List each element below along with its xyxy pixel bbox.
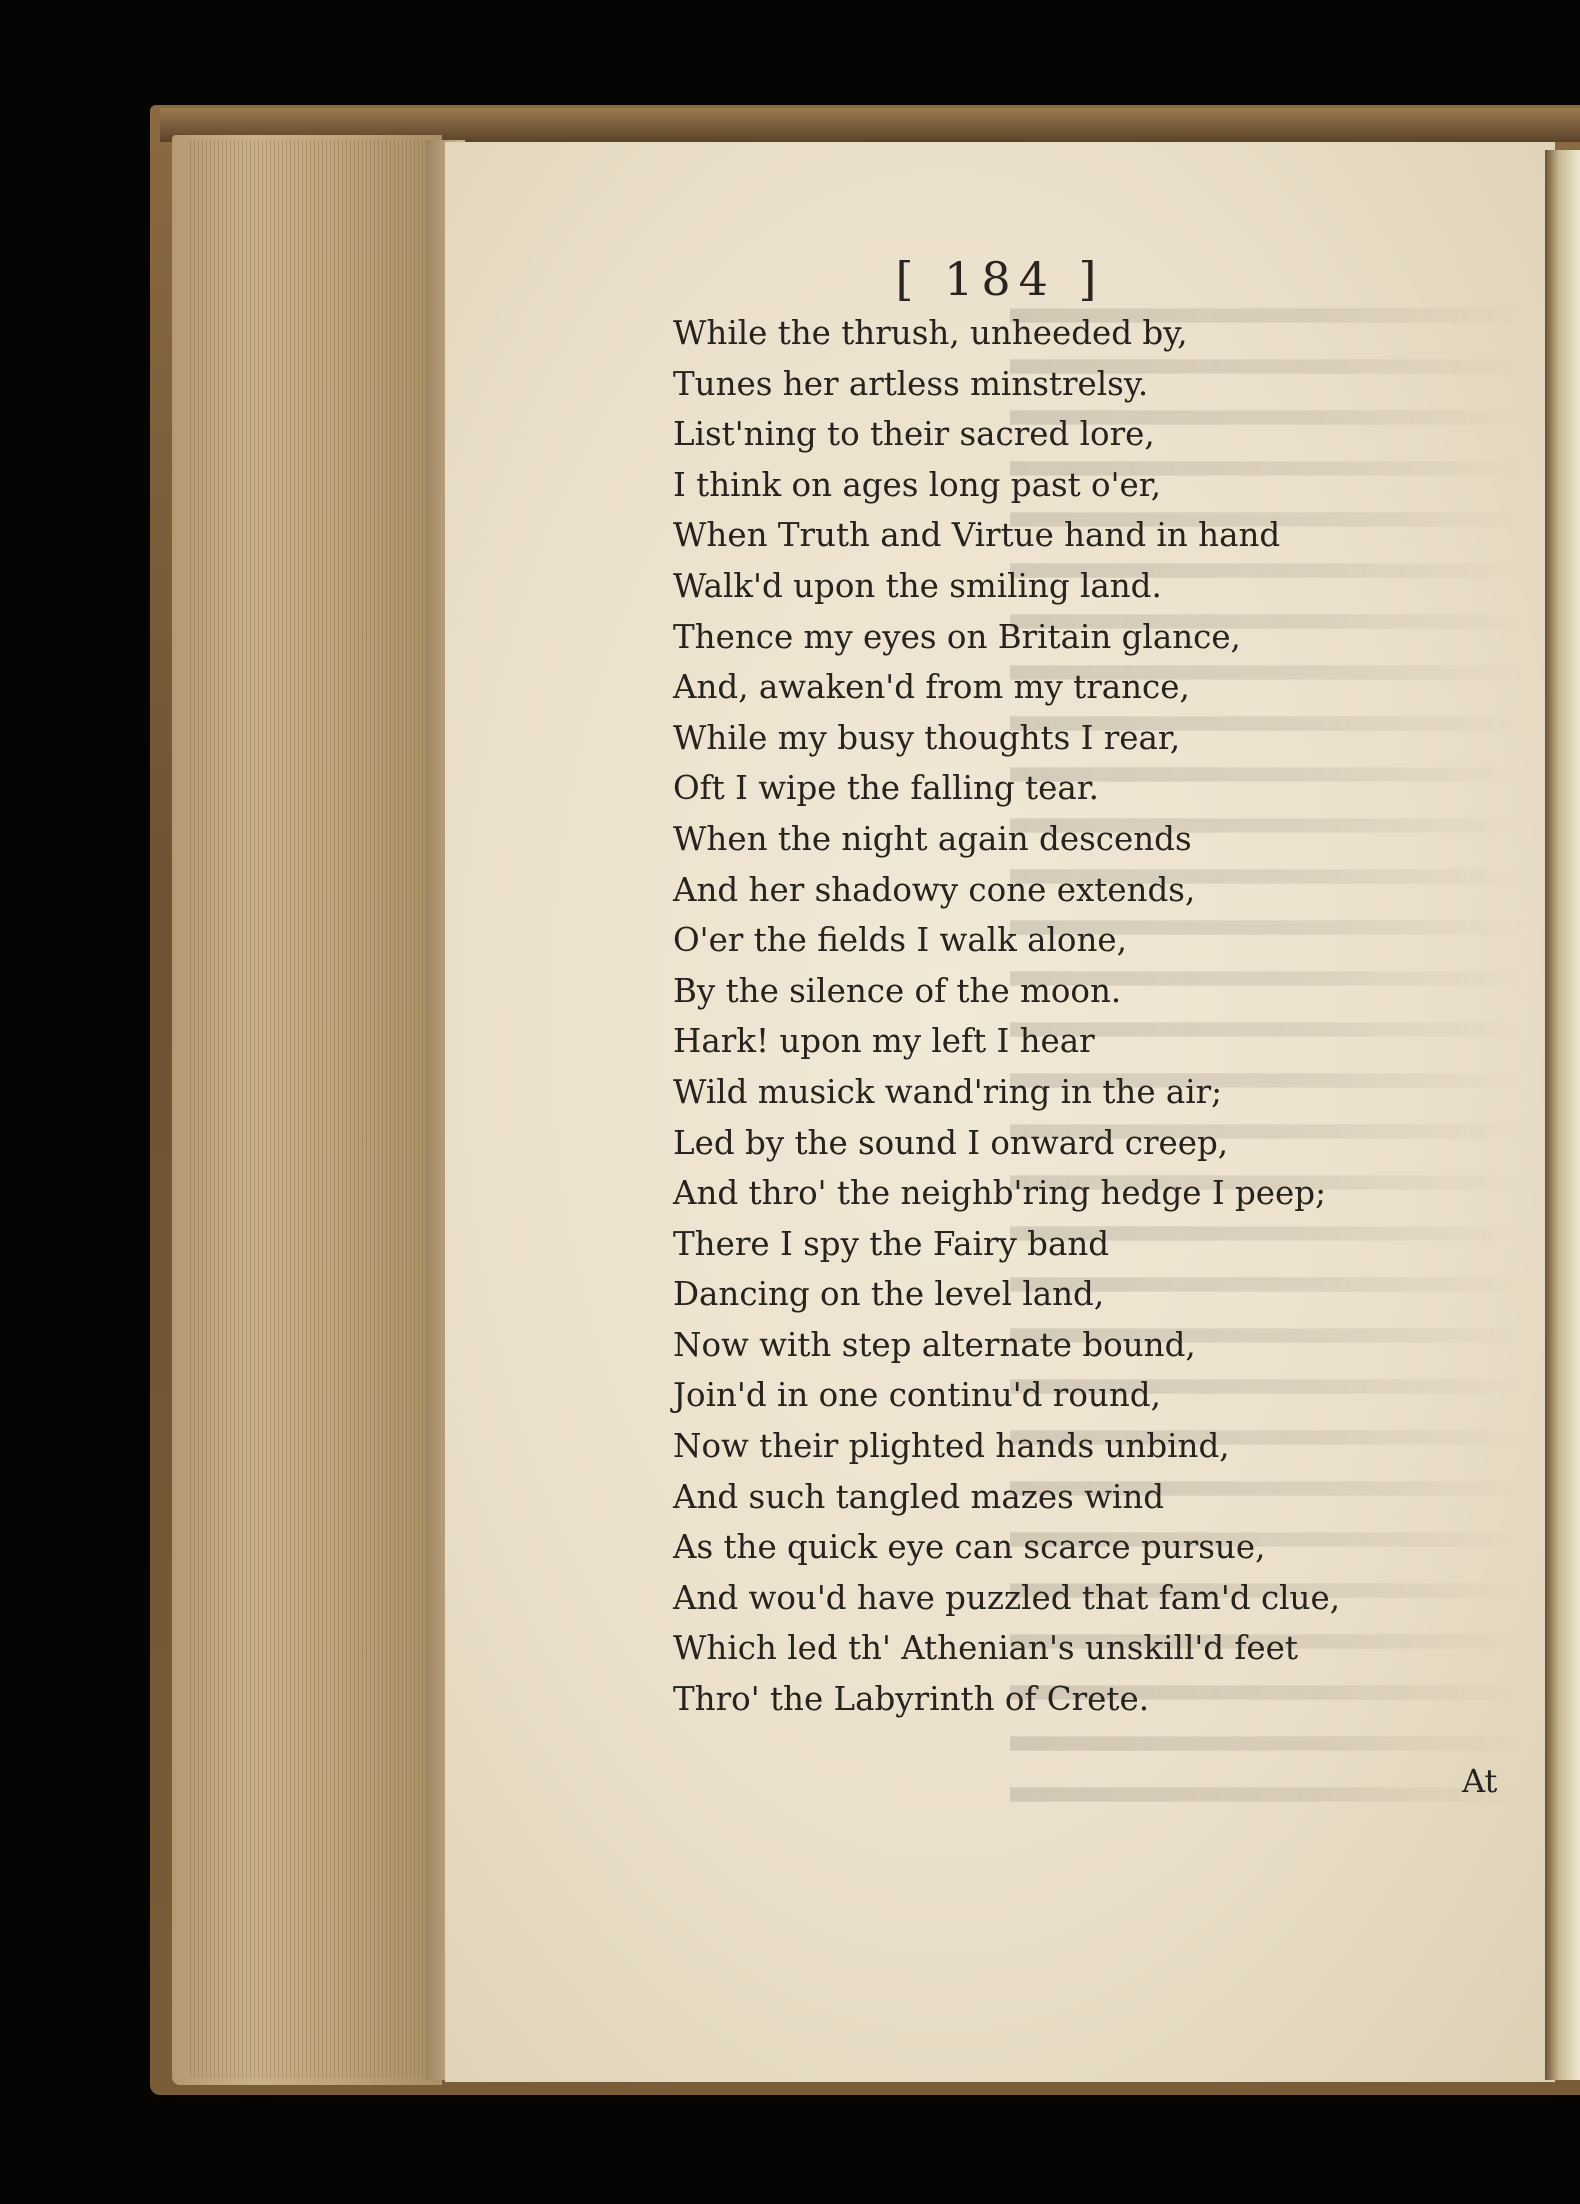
poem-line: While the thrush, unheeded by,	[673, 314, 1188, 352]
poem-line: As the quick eye can scarce pursue,	[673, 1528, 1266, 1567]
poem-line: Hark! upon my left I hear	[673, 1022, 1095, 1061]
poem-line: There I spy the Fairy band	[673, 1224, 1110, 1263]
poem-line: And her shadowy cone extends,	[673, 870, 1196, 909]
poem-line: Now with step alternate bound,	[673, 1325, 1196, 1364]
poem-line: Oft I wipe the falling tear.	[673, 769, 1099, 808]
poem-line: O'er the fields I walk alone,	[673, 921, 1127, 960]
poem-line: List'ning to their sacred lore,	[673, 415, 1155, 454]
poem-line: And, awaken'd from my trance,	[673, 668, 1190, 707]
page-number: [ 184 ]	[895, 252, 1105, 306]
poem-line: When the night again descends	[673, 819, 1192, 858]
poem-text	[673, 308, 1533, 1725]
poem-line: And such tangled mazes wind	[673, 1477, 1165, 1516]
poem-line: Thence my eyes on Britain glance,	[673, 617, 1241, 656]
poem-line: By the silence of the moon.	[673, 971, 1122, 1010]
poem-line: And thro' the neighb'ring hedge I peep;	[673, 1174, 1327, 1213]
page-right-edge	[1545, 150, 1580, 2080]
poem-line: When Truth and Virtue hand in hand	[673, 516, 1281, 555]
poem-line: And wou'd have puzzled that fam'd clue,	[673, 1578, 1341, 1617]
poem-line: Wild musick wand'ring in the air;	[673, 1072, 1223, 1111]
poem-line: Dancing on the level land,	[673, 1275, 1105, 1314]
poem-line: While my busy thoughts I rear,	[673, 718, 1181, 757]
poem-line: Now their plighted hands unbind,	[673, 1427, 1230, 1466]
poem-line: Thro' the Labyrinth of Crete.	[673, 1680, 1150, 1719]
catchword: At	[1462, 1762, 1498, 1800]
poem-line: Tunes her artless minstrelsy.	[673, 364, 1149, 403]
poem-line: Walk'd upon the smiling land.	[673, 566, 1162, 605]
poem-line: Join'd in one continu'd round,	[673, 1376, 1161, 1415]
poem-line: I think on ages long past o'er,	[673, 465, 1162, 504]
poem-line: Which led th' Athenian's unskill'd feet	[673, 1629, 1298, 1668]
page-edges	[190, 140, 438, 2078]
poem-line: Led by the sound I onward creep,	[673, 1123, 1229, 1162]
